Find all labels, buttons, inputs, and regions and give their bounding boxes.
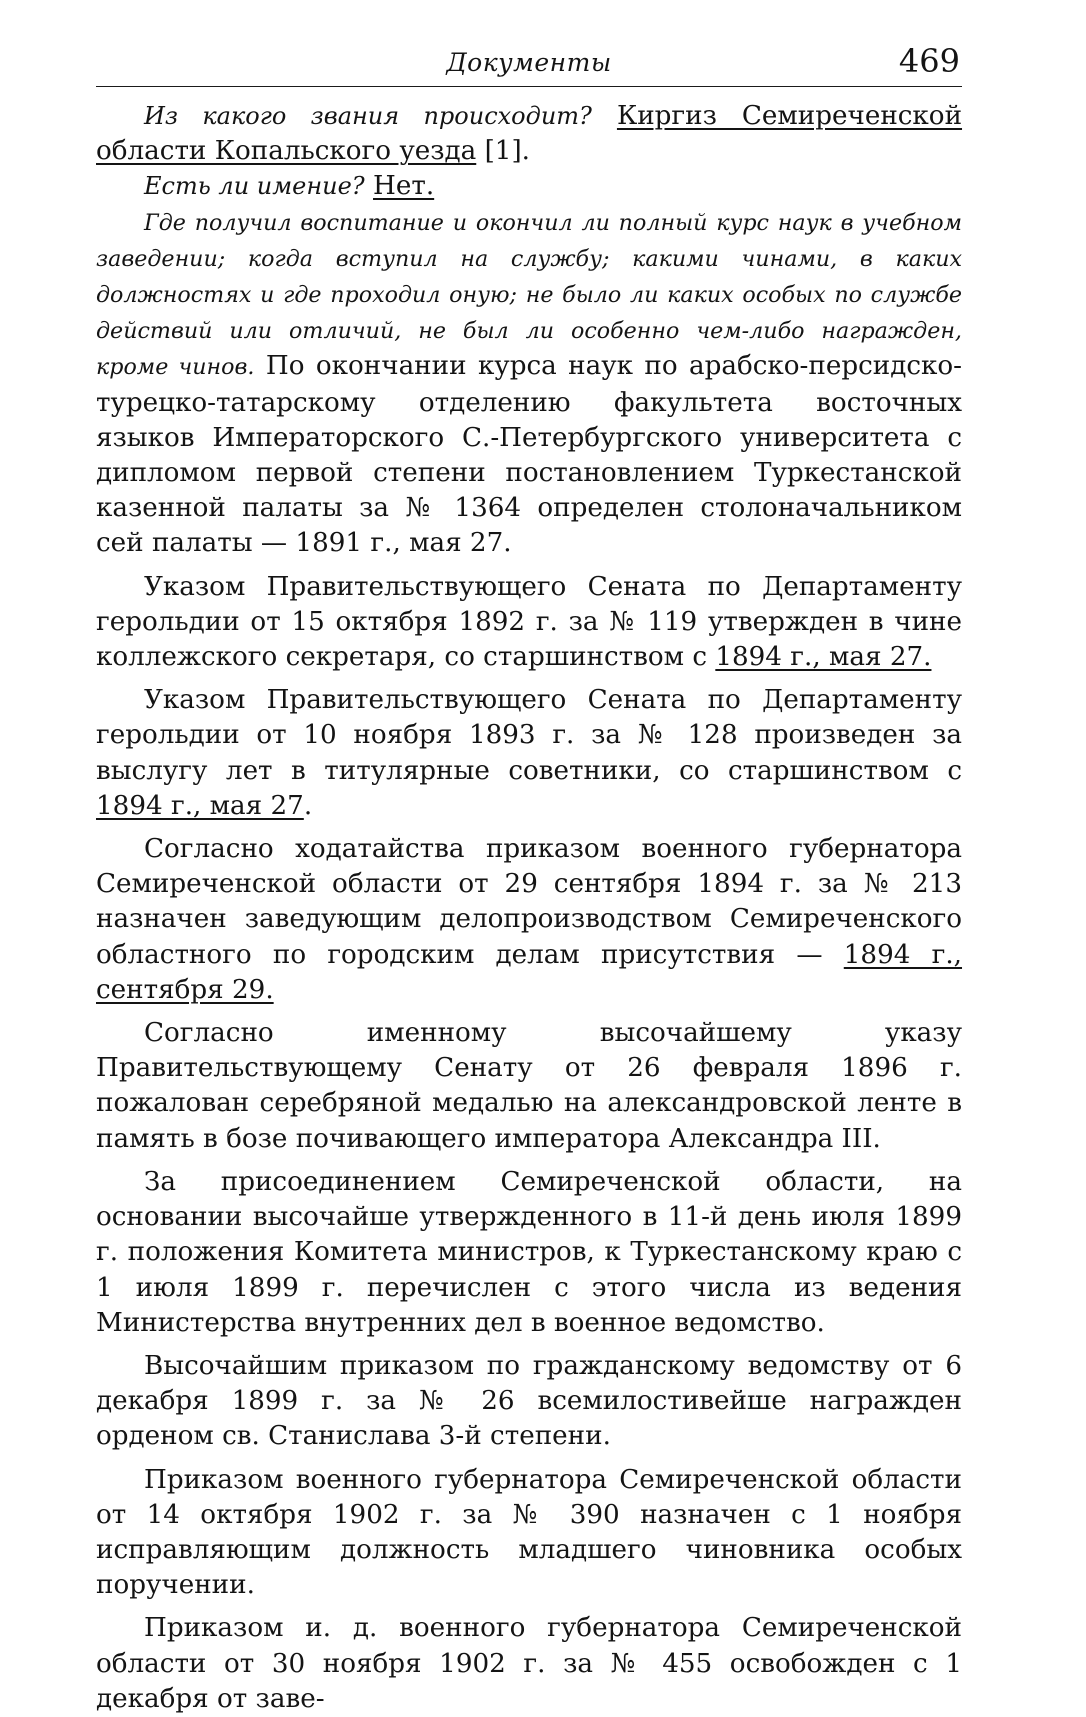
origin-footnote-ref: [1]. (484, 136, 530, 167)
record-paragraph-8 (96, 1611, 962, 1717)
record-6-text: Высочайшим приказом по гражданскому ведомству от 6 декабря 1899 г. за № 26 всемилостивейше награжден орденом св. Станислава 3-й степени. (96, 1350, 962, 1452)
record-paragraph-7 (96, 1463, 962, 1604)
record-paragraph-5 (96, 1165, 962, 1341)
education-line (96, 205, 962, 562)
record-7-text: Приказом военного губернатора Семиреченской области от 14 октября 1902 г. за № 390 назначен с 1 ноября исправляющим должность младшего чиновника особых поручении. (96, 1464, 962, 1601)
record-3-text: Согласно ходатайства приказом военного губернатора Семиреченской области от 29 сентября 1894 г. за № 213 назначен заведующим делопроизводством Семиреченского областного по городским делам присутствия — (96, 834, 962, 970)
running-title: Документы (446, 48, 612, 77)
origin-question: Из какого звания происходит? (144, 102, 592, 130)
record-paragraph-2 (96, 683, 962, 824)
record-paragraph-4 (96, 1016, 962, 1157)
page-number: 469 (898, 42, 960, 80)
document-page (96, 40, 962, 1717)
education-answer: По окончании курса наук по арабско-персидско-турецко-татарскому отделению факультета восточных языков Императорского С.-Петербургского университета с дипломом первой степени постановлением Туркестанской казенной палаты за № 1364 определен столоначальником сей палаты — 1891 г., мая 27. (96, 351, 963, 559)
record-8-text: Приказом и. д. военного губернатора Семиреченской области от 30 ноября 1902 г. за № 455 освобожден с 1 декабря от заве- (96, 1613, 962, 1714)
estate-line (96, 169, 962, 204)
record-paragraph-6 (96, 1349, 962, 1455)
education-question: Где получил воспитание и окончил ли полный курс наук в учебном заведении; когда вступил на службу; какими чинами, в каких должностях и где проходил оную; не было ли каких особых по службе действий или отличий, не был ли особенно чем-либо награжден, кроме чинов. (96, 209, 962, 381)
record-2-tail: . (303, 790, 313, 821)
origin-answer: Киргиз Семиреченской области Копальского уезда (96, 101, 963, 167)
record-1-date: 1894 г., мая 27. (715, 642, 932, 673)
record-3-date: 1894 г., сентября 29. (96, 939, 963, 1005)
record-paragraph-3 (96, 832, 962, 1008)
record-4-text: Согласно именному высочайшему указу Правительствующему Сенату от 26 февраля 1896 г. пожалован серебряной медалью на александровской ленте в память в бозе почивающего императора Александра III. (96, 1018, 962, 1154)
origin-line (96, 99, 962, 169)
running-header (96, 40, 962, 87)
record-5-text: За присоединением Семиреченской области, на основании высочайше утвержденного в 11-й день июля 1899 г. положения Комитета министров, к Туркестанскому краю с 1 июля 1899 г. перечислен с этого числа из ведения Министерства внутренних дел в военное ведомство. (96, 1166, 962, 1338)
body-text (96, 99, 962, 1717)
record-paragraph-1 (96, 570, 962, 676)
record-2-date: 1894 г., мая 27 (96, 790, 304, 821)
estate-answer: Нет. (373, 171, 435, 202)
estate-question: Есть ли имение? (144, 172, 365, 201)
record-2-text: Указом Правительствующего Сената по Департаменту герольдии от 10 ноября 1893 г. за № 128 произведен за выслугу лет в титулярные советники, со старшинством с (96, 685, 962, 786)
record-1-text: Указом Правительствующего Сената по Департаменту герольдии от 15 октября 1892 г. за № 119 утвержден в чине коллежского секретаря, со старшинством с (96, 571, 962, 673)
